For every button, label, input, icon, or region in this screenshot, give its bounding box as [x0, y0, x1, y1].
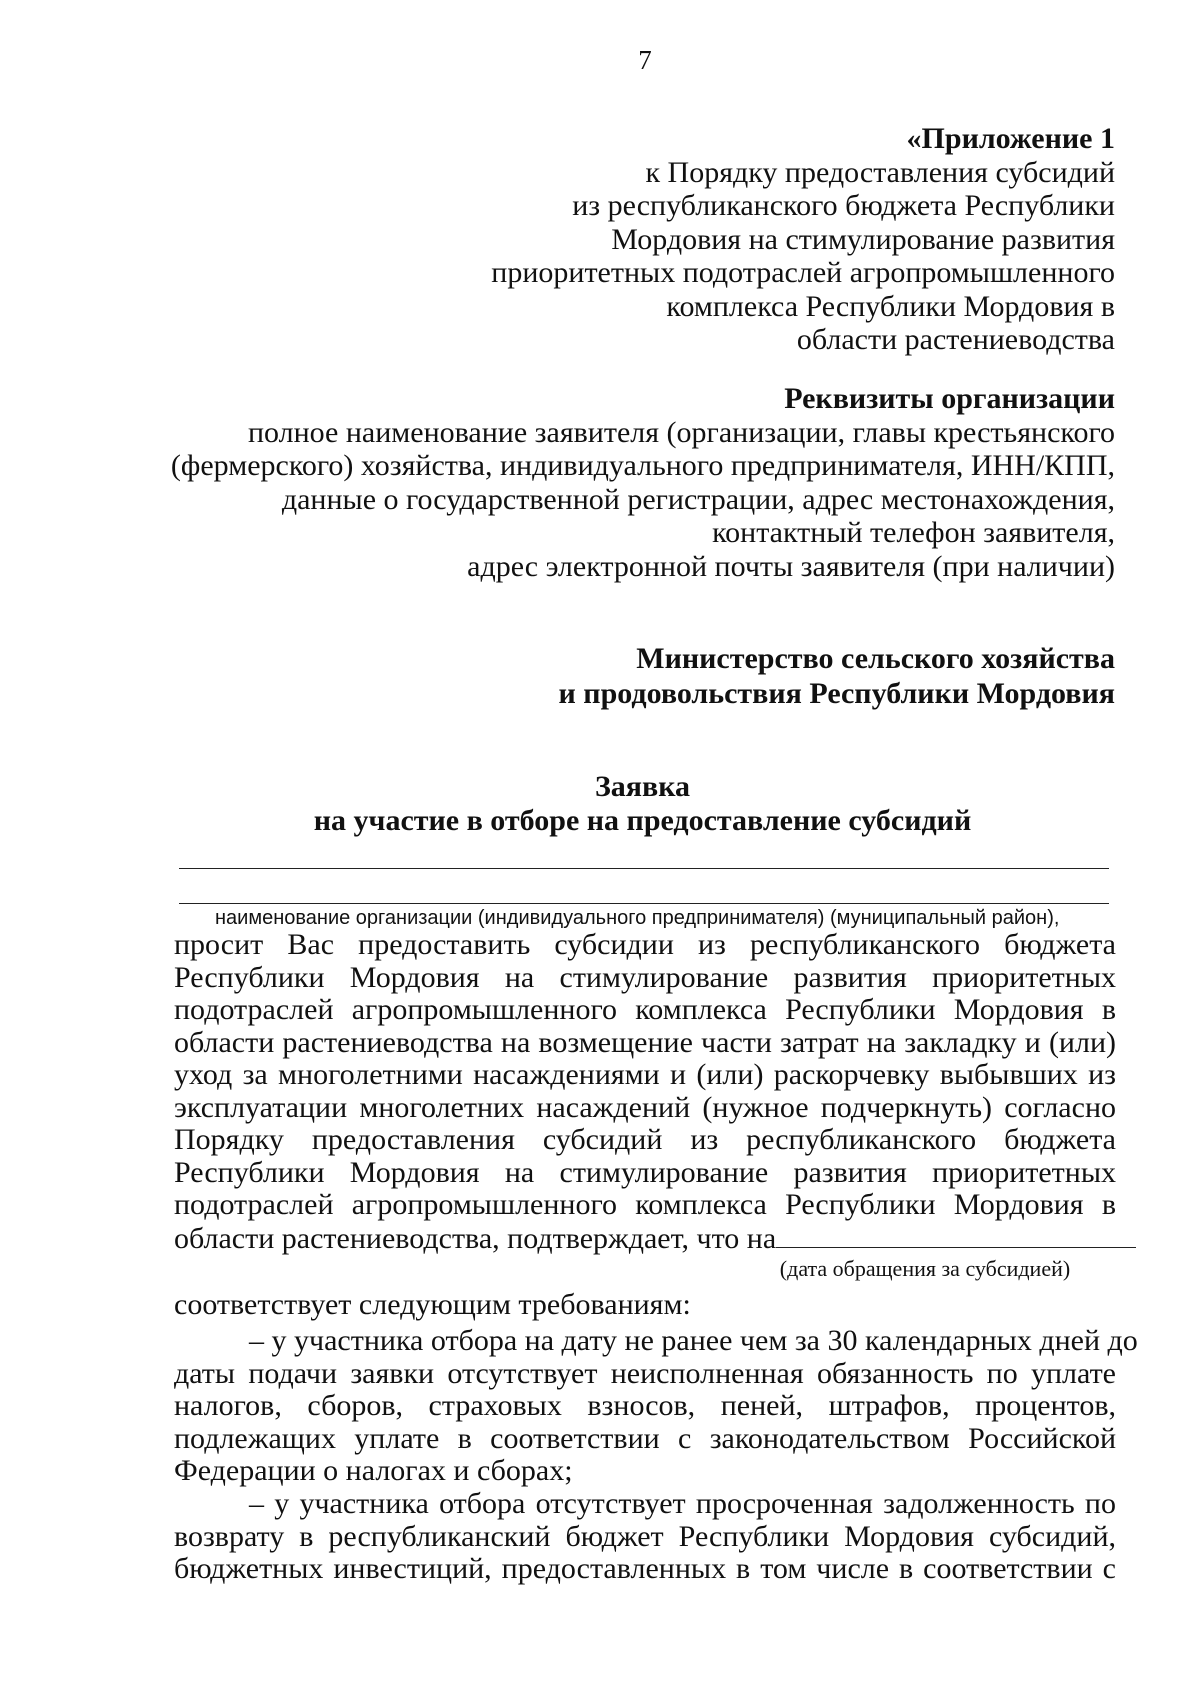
recipient-line: Министерство сельского хозяйства: [636, 642, 1115, 675]
paragraph-line: подотраслей агропромышленного комплекса Республики Мордовия в: [174, 1188, 1116, 1221]
requisites-line: адрес электронной почты заявителя (при наличии): [467, 549, 1115, 583]
paragraph-line: Порядку предоставления субсидий из республиканского бюджета: [174, 1123, 1116, 1156]
appendix-line: Мордовия на стимулирование развития: [611, 222, 1115, 256]
paragraph-line: подлежащих уплате в соответствии с законодательством Российской: [174, 1421, 1116, 1455]
paragraph-line: уход за многолетними насаждениями и (или) раскорчевку выбывших из: [174, 1058, 1116, 1091]
confirm-line: [174, 1221, 1136, 1256]
paragraph-line: – у участника отбора на дату не ранее чем за 30 календарных дней до: [249, 1324, 1138, 1357]
paragraph-line: области растениеводства на возмещение части затрат на закладку и (или): [174, 1025, 1116, 1059]
applicant-name-field-line[interactable]: [179, 868, 1109, 869]
paragraph-line: Федерации о налогах и сборах;: [174, 1454, 573, 1487]
application-subtitle: на участие в отборе на предоставление субсидий: [313, 804, 972, 837]
paragraph-line: возврату в республиканский бюджет Республики Мордовия субсидий,: [174, 1519, 1116, 1553]
requirement-overdue-debt: [174, 1488, 1116, 1586]
application-heading: [170, 770, 1115, 838]
requirement-tax-debt: [174, 1324, 1138, 1488]
requisites-line: данные о государственной регистрации, адрес местонахождения,: [281, 482, 1115, 516]
applicant-name-field-line[interactable]: [179, 903, 1109, 904]
paragraph-line: налогов, сборов, страховых взносов, пеней, штрафов, процентов,: [174, 1389, 1116, 1422]
applicant-field-caption: наименование организации (индивидуального предпринимателя) (муниципальный район),: [215, 907, 1060, 929]
request-paragraph: [174, 929, 1116, 1222]
application-title: Заявка: [594, 770, 691, 803]
organization-requisites: [170, 382, 1115, 583]
requisites-title: Реквизиты организации: [784, 382, 1115, 415]
appendix-line: области растениеводства: [796, 323, 1115, 356]
appendix-line: к Порядку предоставления субсидий: [645, 155, 1115, 189]
date-field-caption: (дата обращения за субсидией): [779, 1256, 1071, 1281]
paragraph-line: – у участника отбора отсутствует просроченная задолженность по: [249, 1487, 1116, 1520]
appendix-title: «Приложение 1: [906, 122, 1115, 155]
paragraph-line: даты подачи заявки отсутствует неисполненная обязанность по уплате: [174, 1356, 1116, 1390]
appendix-line: комплекса Республики Мордовия в: [666, 289, 1115, 323]
requisites-line: полное наименование заявителя (организации, главы крестьянского: [248, 415, 1115, 449]
recipient-ministry: [170, 641, 1115, 711]
recipient-line: и продовольствия Республики Мордовия: [558, 677, 1115, 710]
paragraph-line: бюджетных инвестиций, предоставленных в том числе в соответствии с: [174, 1552, 1116, 1585]
paragraph-line: Республики Мордовия на стимулирование развития приоритетных: [174, 1155, 1116, 1189]
appendix-line: из республиканского бюджета Республики: [572, 189, 1115, 222]
confirm-text: области растениеводства, подтверждает, что на: [174, 1222, 777, 1255]
paragraph-line: эксплуатации многолетних насаждений (нужное подчеркнуть) согласно: [174, 1090, 1116, 1124]
appendix-line: приоритетных подотраслей агропромышленного: [491, 256, 1115, 289]
page-number: 7: [638, 45, 652, 75]
paragraph-line: Республики Мордовия на стимулирование развития приоритетных: [174, 960, 1116, 994]
requisites-line: (фермерского) хозяйства, индивидуального предпринимателя, ИНН/КПП,: [170, 449, 1115, 482]
conformity-line: соответствует следующим требованиям:: [174, 1288, 691, 1321]
requisites-line: контактный телефон заявителя,: [712, 516, 1115, 549]
paragraph-line: подотраслей агропромышленного комплекса Республики Мордовия в: [174, 993, 1116, 1026]
date-field-line[interactable]: [776, 1221, 1136, 1248]
appendix-header: [170, 122, 1115, 357]
paragraph-line: просит Вас предоставить субсидии из республиканского бюджета: [174, 928, 1116, 961]
